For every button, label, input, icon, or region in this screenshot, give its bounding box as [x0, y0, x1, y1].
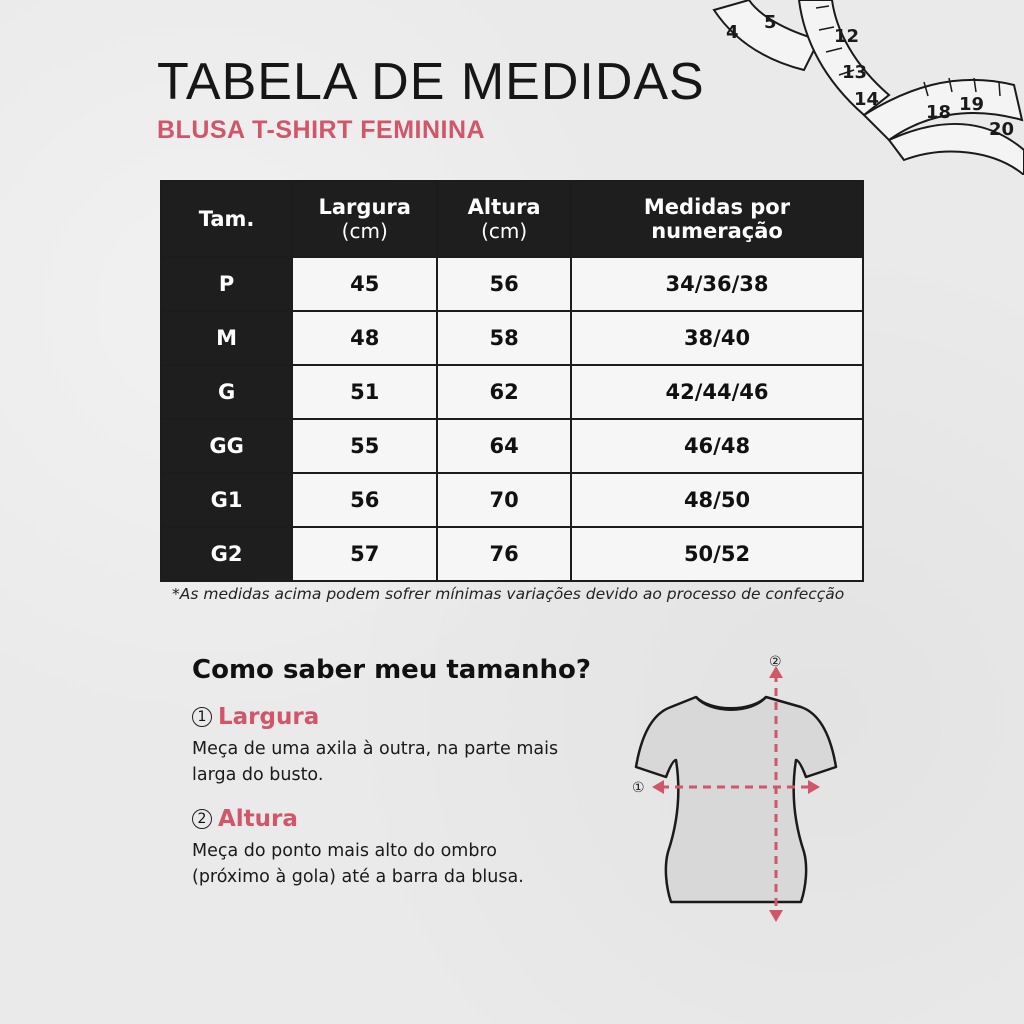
height-cell: 70 [437, 473, 571, 527]
size-cell: G [161, 365, 292, 419]
height-cell: 56 [437, 257, 571, 311]
height-cell: 76 [437, 527, 571, 581]
arrow-left-icon [652, 780, 664, 794]
width-cell: 45 [292, 257, 437, 311]
diagram-marker-width: ① [632, 780, 645, 796]
table-row [161, 419, 863, 473]
numbering-cell: 34/36/38 [571, 257, 863, 311]
column-unit: (cm) [481, 219, 528, 243]
step-height [192, 806, 572, 890]
column-label: Altura [467, 195, 541, 219]
size-cell: P [161, 257, 292, 311]
width-cell: 57 [292, 527, 437, 581]
height-cell: 64 [437, 419, 571, 473]
tape-number: 5 [764, 12, 777, 33]
numbering-cell: 48/50 [571, 473, 863, 527]
how-to-heading: Como saber meu tamanho? [192, 655, 591, 685]
step-width [192, 704, 572, 788]
page-title: TABELA DE MEDIDAS [157, 53, 705, 111]
tape-number: 14 [854, 89, 880, 110]
tshirt-outline [636, 697, 836, 902]
numbering-cell: 50/52 [571, 527, 863, 581]
arrow-down-icon [769, 910, 783, 922]
column-header-size [161, 181, 292, 257]
column-header-numbering [571, 181, 863, 257]
numbering-cell: 46/48 [571, 419, 863, 473]
tape-number: 20 [989, 119, 1015, 140]
tape-number: 4 [726, 22, 739, 43]
tshirt-diagram [626, 652, 846, 927]
column-label: Largura [318, 195, 411, 219]
size-cell: GG [161, 419, 292, 473]
number-two-icon: 2 [192, 809, 212, 829]
measurement-disclaimer: *As medidas acima podem sofrer mínimas variações devido ao processo de confecção [172, 585, 845, 603]
step-name: Altura [218, 806, 298, 832]
tape-number: 12 [834, 26, 860, 47]
width-cell: 48 [292, 311, 437, 365]
table-row [161, 257, 863, 311]
column-header-width [292, 181, 437, 257]
numbering-cell: 38/40 [571, 311, 863, 365]
width-cell: 56 [292, 473, 437, 527]
size-cell: G1 [161, 473, 292, 527]
column-header-height [437, 181, 571, 257]
height-cell: 58 [437, 311, 571, 365]
table-header-row [161, 181, 863, 257]
measuring-tape-illustration [704, 0, 1024, 175]
step-description: Meça de uma axila à outra, na parte mais larga do busto. [192, 739, 559, 785]
diagram-marker-height: ② [769, 654, 782, 670]
arrow-right-icon [808, 780, 820, 794]
tape-number: 19 [959, 94, 985, 115]
tape-number: 13 [842, 62, 868, 83]
height-cell: 62 [437, 365, 571, 419]
table-row [161, 527, 863, 581]
tape-number: 18 [926, 102, 952, 123]
width-cell: 55 [292, 419, 437, 473]
page-subtitle: BLUSA T-SHIRT FEMININA [157, 116, 486, 144]
table-row [161, 311, 863, 365]
table-row [161, 365, 863, 419]
width-cell: 51 [292, 365, 437, 419]
size-table [160, 180, 864, 582]
number-one-icon: 1 [192, 707, 212, 727]
step-description: Meça do ponto mais alto do ombro (próximo à gola) até a barra da blusa. [192, 841, 524, 887]
column-label: Medidas por numeração [643, 195, 791, 243]
column-unit: (cm) [341, 219, 388, 243]
column-label: Tam. [198, 207, 255, 231]
size-cell: G2 [161, 527, 292, 581]
size-cell: M [161, 311, 292, 365]
numbering-cell: 42/44/46 [571, 365, 863, 419]
table-row [161, 473, 863, 527]
step-name: Largura [218, 704, 320, 730]
